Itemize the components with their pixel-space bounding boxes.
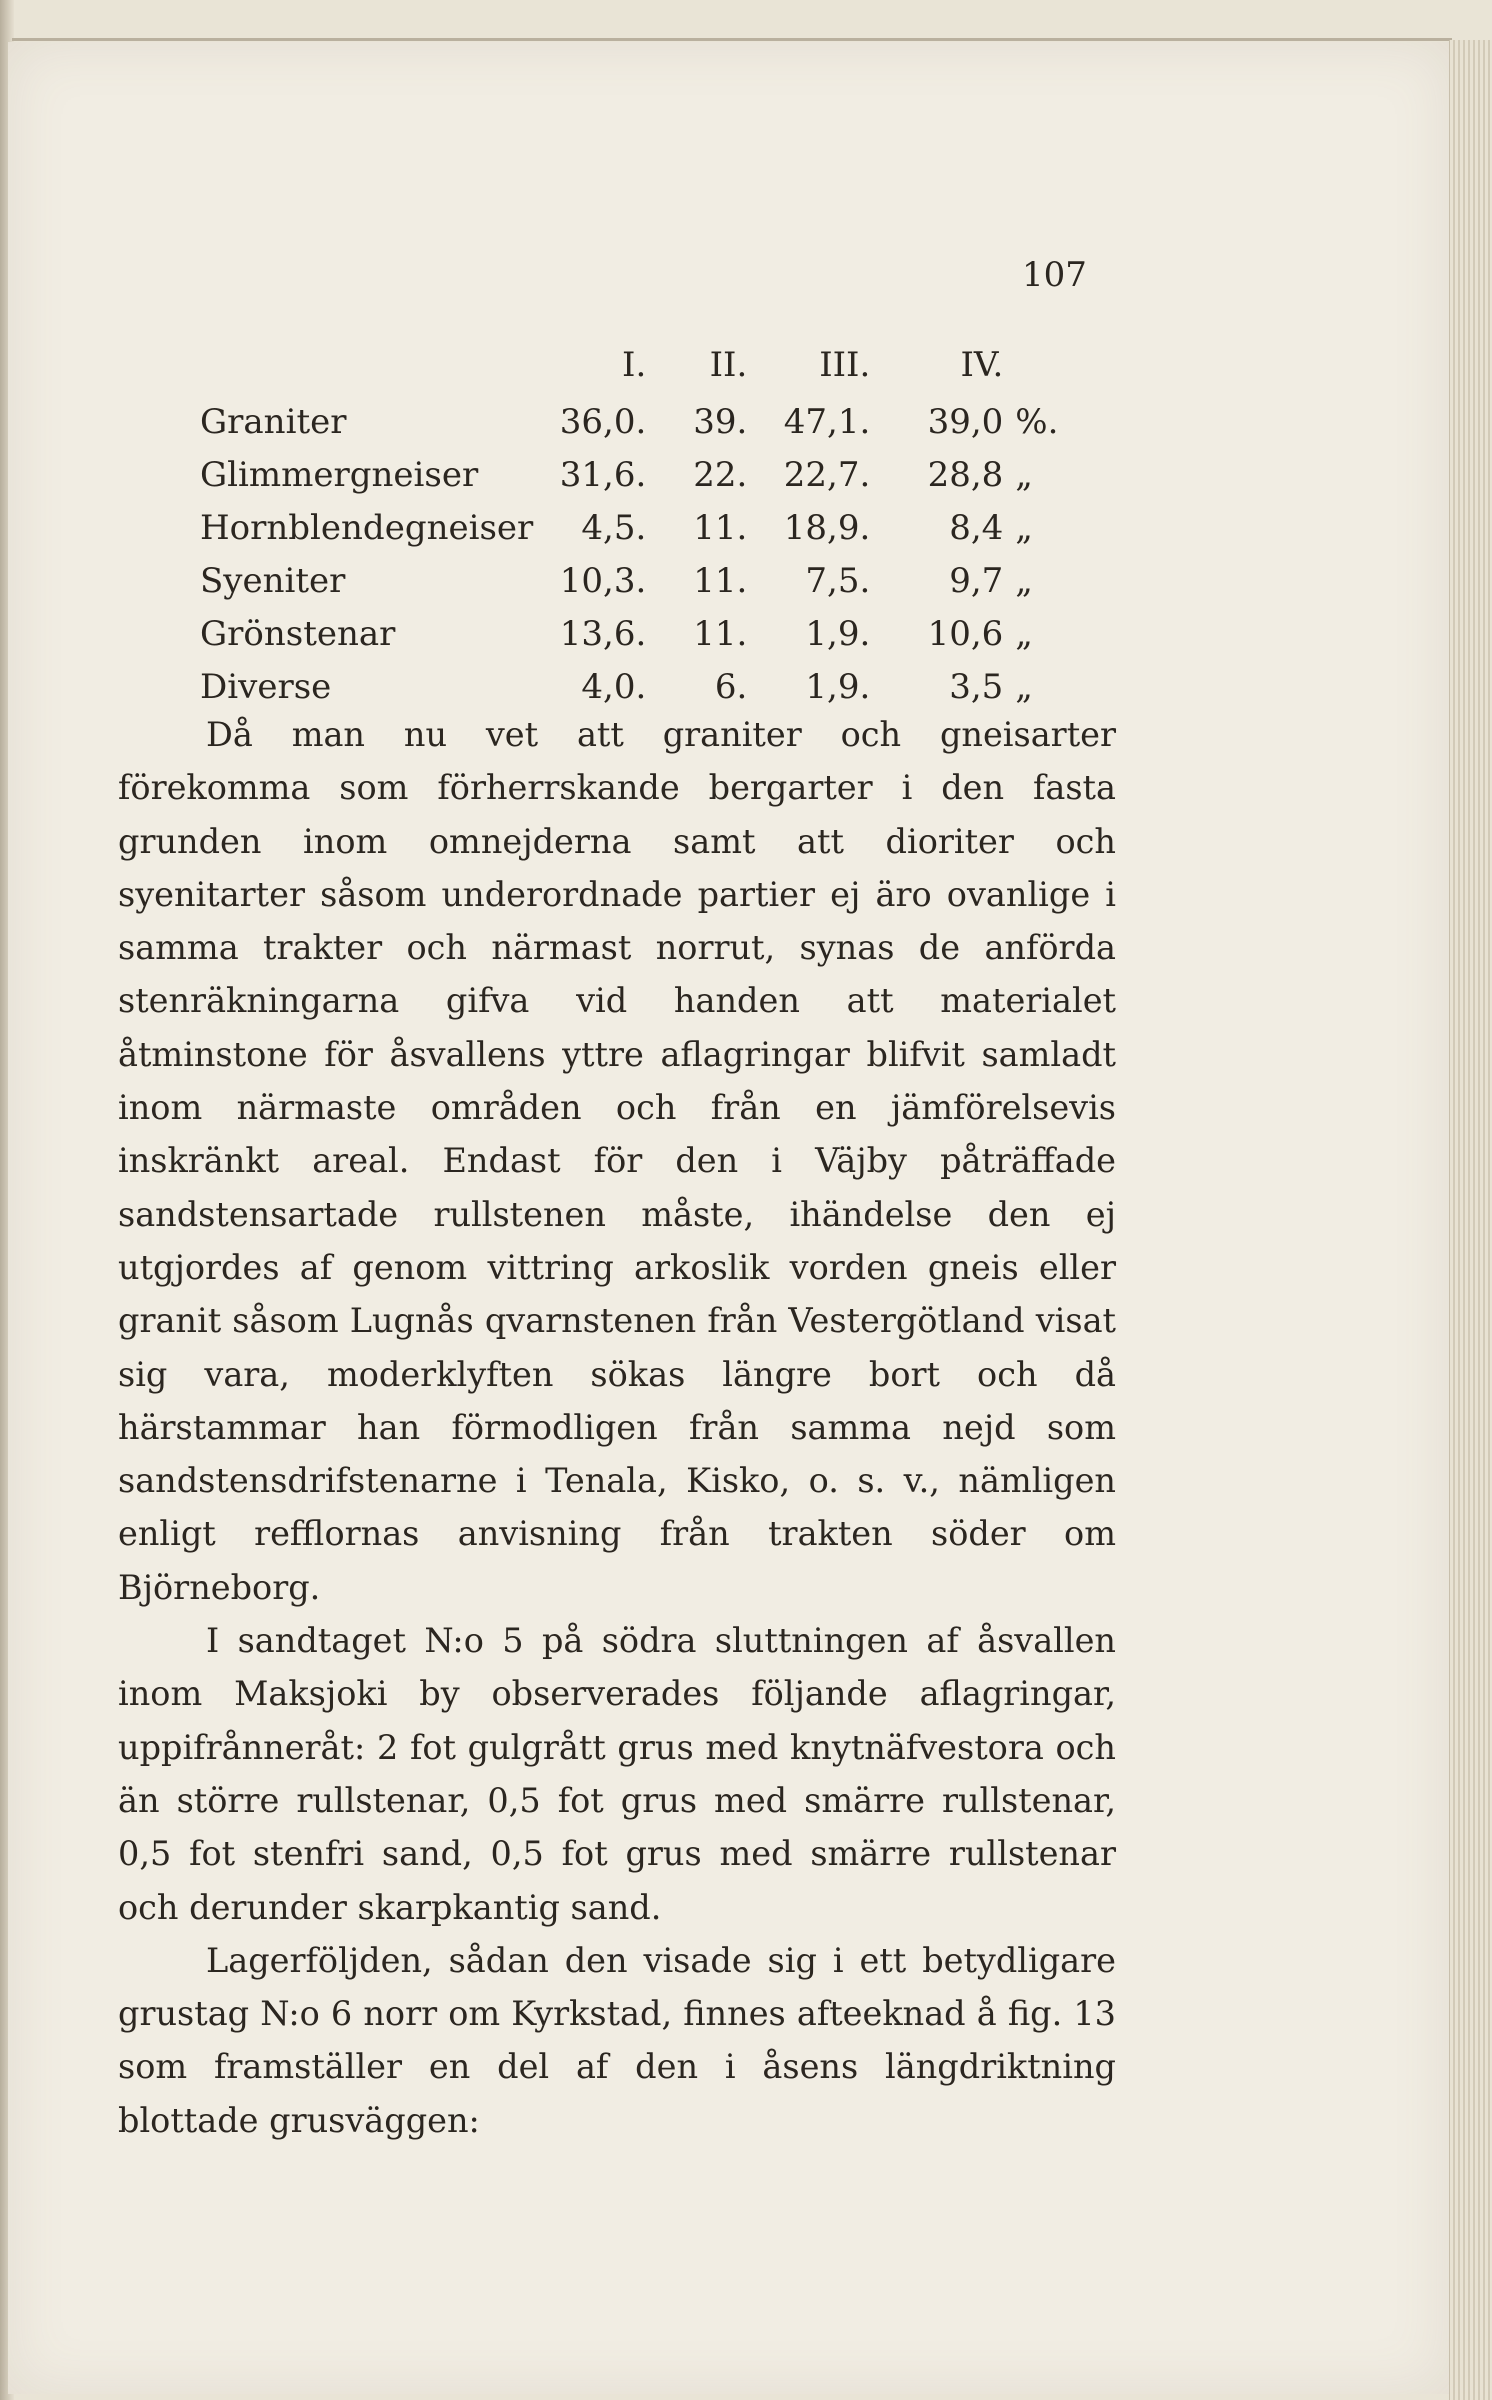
column-header-iii: III. xyxy=(819,345,871,385)
value-iv: 8,4 xyxy=(949,507,1004,548)
value-iv: 3,5 xyxy=(949,666,1004,707)
value-i: 10,3. xyxy=(559,560,647,601)
value-iii: 1,9. xyxy=(805,613,871,654)
paragraph: Då man nu vet att graniter och gneisarter förekomma som förherrskande bergarter i den fasta grunden inom omnejderna samt att dioriter och syenitarter såsom underordnade partier ej äro ovanlige i samma trakter och närmast norrut, synas de anförda stenräkningarna gifva vid handen att materialet åtminstone för åsvallens yttre aflagringar blifvit samladt inom närmaste områden och från en jämförelsevis inskränkt areal. Endast för den i Väjby påträffade sandstensartade rullstenen måste, ihändelse den ej utgjordes af genom vittring arkoslik vorden gneis eller granit såsom Lugnås qvarnstenen från Vestergötland visat sig vara, moderklyften sökas längre bort och då härstammar han förmodligen från samma nejd som sandstensdrifstenarne i Tenala, Kisko, o. s. v., nämligen enligt refflornas anvisning från trakten söder om Björneborg. xyxy=(118,715,1116,1607)
unit: „ xyxy=(1015,560,1033,601)
value-ii: 11. xyxy=(693,613,748,654)
table-header-row xyxy=(200,335,1065,395)
value-i: 4,0. xyxy=(581,666,647,707)
rock-name: Hornblendegneiser xyxy=(200,507,534,548)
value-i: 13,6. xyxy=(559,613,647,654)
rock-count-table xyxy=(200,335,1065,713)
table-row xyxy=(200,395,1065,448)
unit: „ xyxy=(1015,613,1033,654)
unit: „ xyxy=(1015,507,1033,548)
page-stack-edge xyxy=(1449,40,1492,2400)
value-iv: 10,6 xyxy=(927,613,1004,654)
column-header-ii: II. xyxy=(709,345,748,385)
table-row xyxy=(200,660,1065,713)
value-ii: 11. xyxy=(693,560,748,601)
value-ii: 6. xyxy=(714,666,748,707)
table-header-unit-blank xyxy=(1003,335,1065,395)
rock-name: Graniter xyxy=(200,401,347,442)
value-ii: 39. xyxy=(693,401,748,442)
table-row xyxy=(200,501,1065,554)
value-iii: 7,5. xyxy=(805,560,871,601)
value-i: 31,6. xyxy=(559,454,647,495)
page-top-edge xyxy=(12,38,1452,41)
page-number: 107 xyxy=(1022,255,1087,295)
rock-name: Grönstenar xyxy=(200,613,396,654)
rock-name: Diverse xyxy=(200,666,332,707)
column-header-i: I. xyxy=(622,345,647,385)
value-iv: 9,7 xyxy=(949,560,1004,601)
value-ii: 11. xyxy=(693,507,748,548)
column-header-iv: IV. xyxy=(960,345,1004,385)
value-iv: 28,8 xyxy=(927,454,1004,495)
value-i: 36,0. xyxy=(559,401,647,442)
paragraph: I sandtaget N:o 5 på södra sluttningen af åsvallen inom Maksjoki by observerades följande aflagringar, uppifrånneråt: 2 fot gulgrått grus med knytnäfvestora och än större rullstenar, 0,5 fot grus med smärre rullstenar, 0,5 fot stenfri sand, 0,5 fot grus med smärre rullstenar och derunder skarpkantig sand. xyxy=(118,1621,1116,1927)
paragraph: Lagerföljden, sådan den visade sig i ett betydligare grustag N:o 6 norr om Kyrkstad, finnes afteeknad å fig. 13 som framställer en del af den i åsens längdriktning blottade grusväggen: xyxy=(118,1940,1116,2140)
table-header-blank xyxy=(200,335,533,395)
table-row xyxy=(200,607,1065,660)
value-iii: 47,1. xyxy=(783,401,871,442)
value-iii: 18,9. xyxy=(783,507,871,548)
value-iii: 1,9. xyxy=(805,666,871,707)
unit: „ xyxy=(1015,666,1033,707)
value-iii: 22,7. xyxy=(783,454,871,495)
unit: %. xyxy=(1015,401,1059,442)
value-ii: 22. xyxy=(693,454,748,495)
rock-name: Syeniter xyxy=(200,560,346,601)
body-text xyxy=(118,708,1116,2147)
value-iv: 39,0 xyxy=(927,401,1004,442)
unit: „ xyxy=(1015,454,1033,495)
table-row xyxy=(200,448,1065,501)
table-row xyxy=(200,554,1065,607)
value-i: 4,5. xyxy=(581,507,647,548)
rock-name: Glimmergneiser xyxy=(200,454,479,495)
